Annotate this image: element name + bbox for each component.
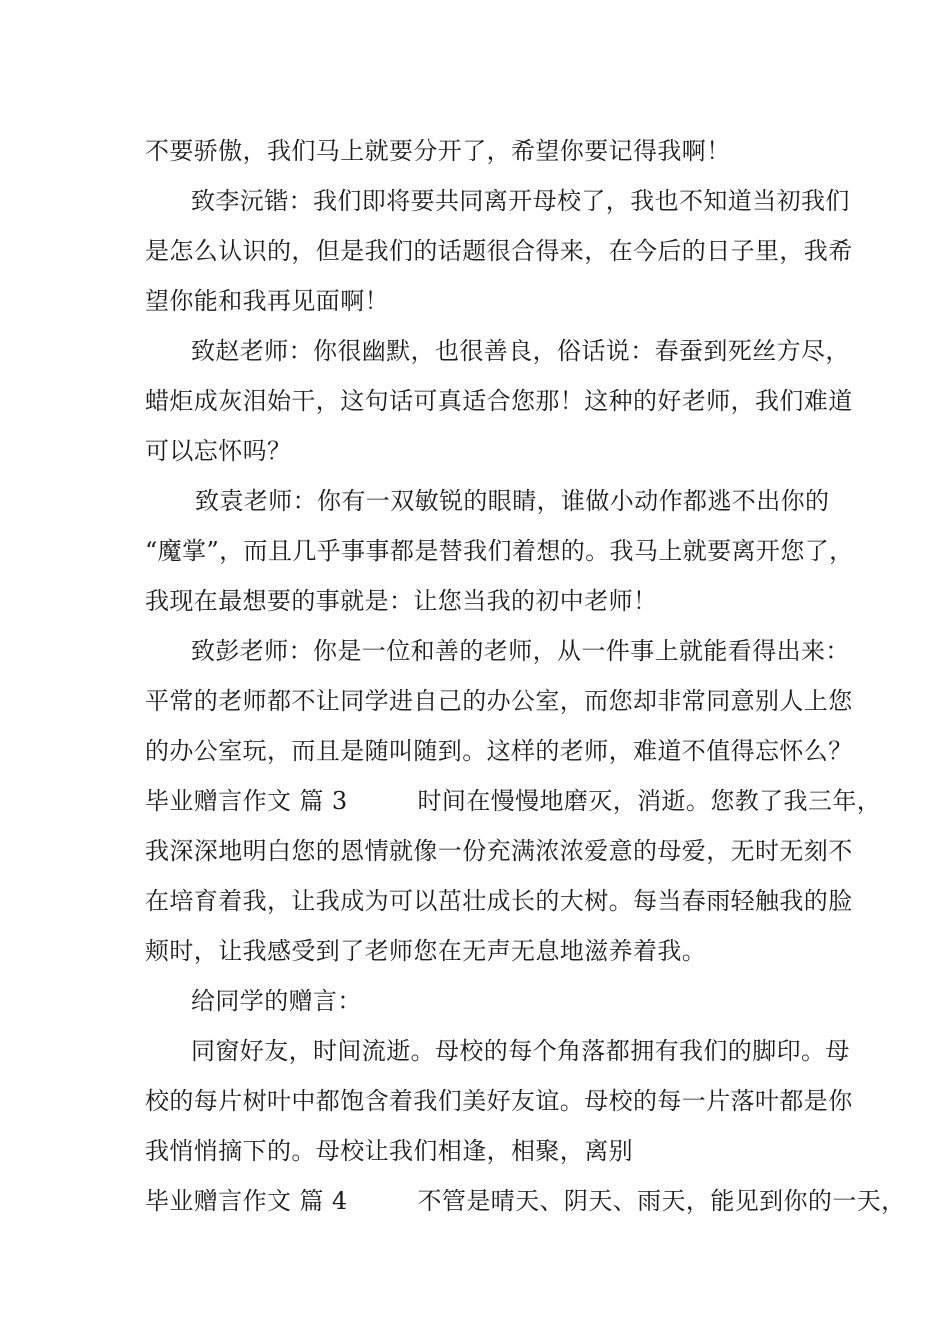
paragraph-line: 给同学的赠言：: [191, 987, 362, 1015]
paragraph-line: 不要骄傲，我们马上就要分开了，希望你要记得我啊！: [145, 137, 731, 165]
paragraph-line: 致李沅锴：我们即将要共同离开母校了，我也不知道当初我们: [191, 187, 850, 215]
paragraph-line: 我深深地明白您的恩情就像一份充满浓浓爱意的母爱，无时无刻不: [145, 837, 853, 865]
section-lead-text: 时间在慢慢地磨灭，消逝。您教了我三年，: [417, 787, 882, 815]
paragraph-line: 同窗好友，时间流逝。母校的每个角落都拥有我们的脚印。母: [191, 1037, 850, 1065]
paragraph-line: 平常的老师都不让同学进自己的办公室，而您却非常同意别人上您: [145, 687, 853, 715]
paragraph-line: 蜡炬成灰泪始干，这句话可真适合您那！这种的好老师，我们难道: [145, 387, 853, 415]
paragraph-line: 校的每片树叶中都饱含着我们美好友谊。母校的每一片落叶都是你: [145, 1087, 853, 1115]
paragraph-line: 的办公室玩，而且是随叫随到。这样的老师，难道不值得忘怀么？: [145, 737, 853, 765]
paragraph-line: 我现在最想要的事就是：让您当我的初中老师！: [145, 587, 658, 615]
section-heading-line: [145, 786, 882, 816]
paragraph-line: 颊时，让我感受到了老师您在无声无息地滋养着我。: [145, 937, 707, 965]
section-title: 毕业赠言作文 篇 4: [145, 1187, 348, 1215]
paragraph-line: 是怎么认识的，但是我们的话题很合得来，在今后的日子里，我希: [145, 237, 853, 265]
paragraph-line: 望你能和我再见面啊！: [145, 287, 389, 315]
paragraph-line: 致彭老师：你是一位和善的老师，从一件事上就能看得出来：: [191, 637, 850, 665]
paragraph-line: 致袁老师：你有一双敏锐的眼睛，谁做小动作都逃不出你的: [195, 487, 830, 515]
paragraph-line: 致赵老师：你很幽默，也很善良，俗话说：春蚕到死丝方尽，: [191, 337, 850, 365]
paragraph-line: 在培育着我，让我成为可以茁壮成长的大树。每当春雨轻触我的脸: [145, 887, 853, 915]
paragraph-line: “魔掌”，而且几乎事事都是替我们着想的。我马上就要离开您了，: [145, 537, 854, 565]
section-lead-text: 不管是晴天、阴天、雨天，能见到你的一天，: [417, 1187, 906, 1215]
section-title: 毕业赠言作文 篇 3: [145, 787, 348, 815]
section-heading-line: [145, 1186, 906, 1216]
paragraph-line: 我悄悄摘下的。母校让我们相逢，相聚，离别: [145, 1137, 633, 1165]
paragraph-line: 可以忘怀吗？: [145, 437, 292, 465]
